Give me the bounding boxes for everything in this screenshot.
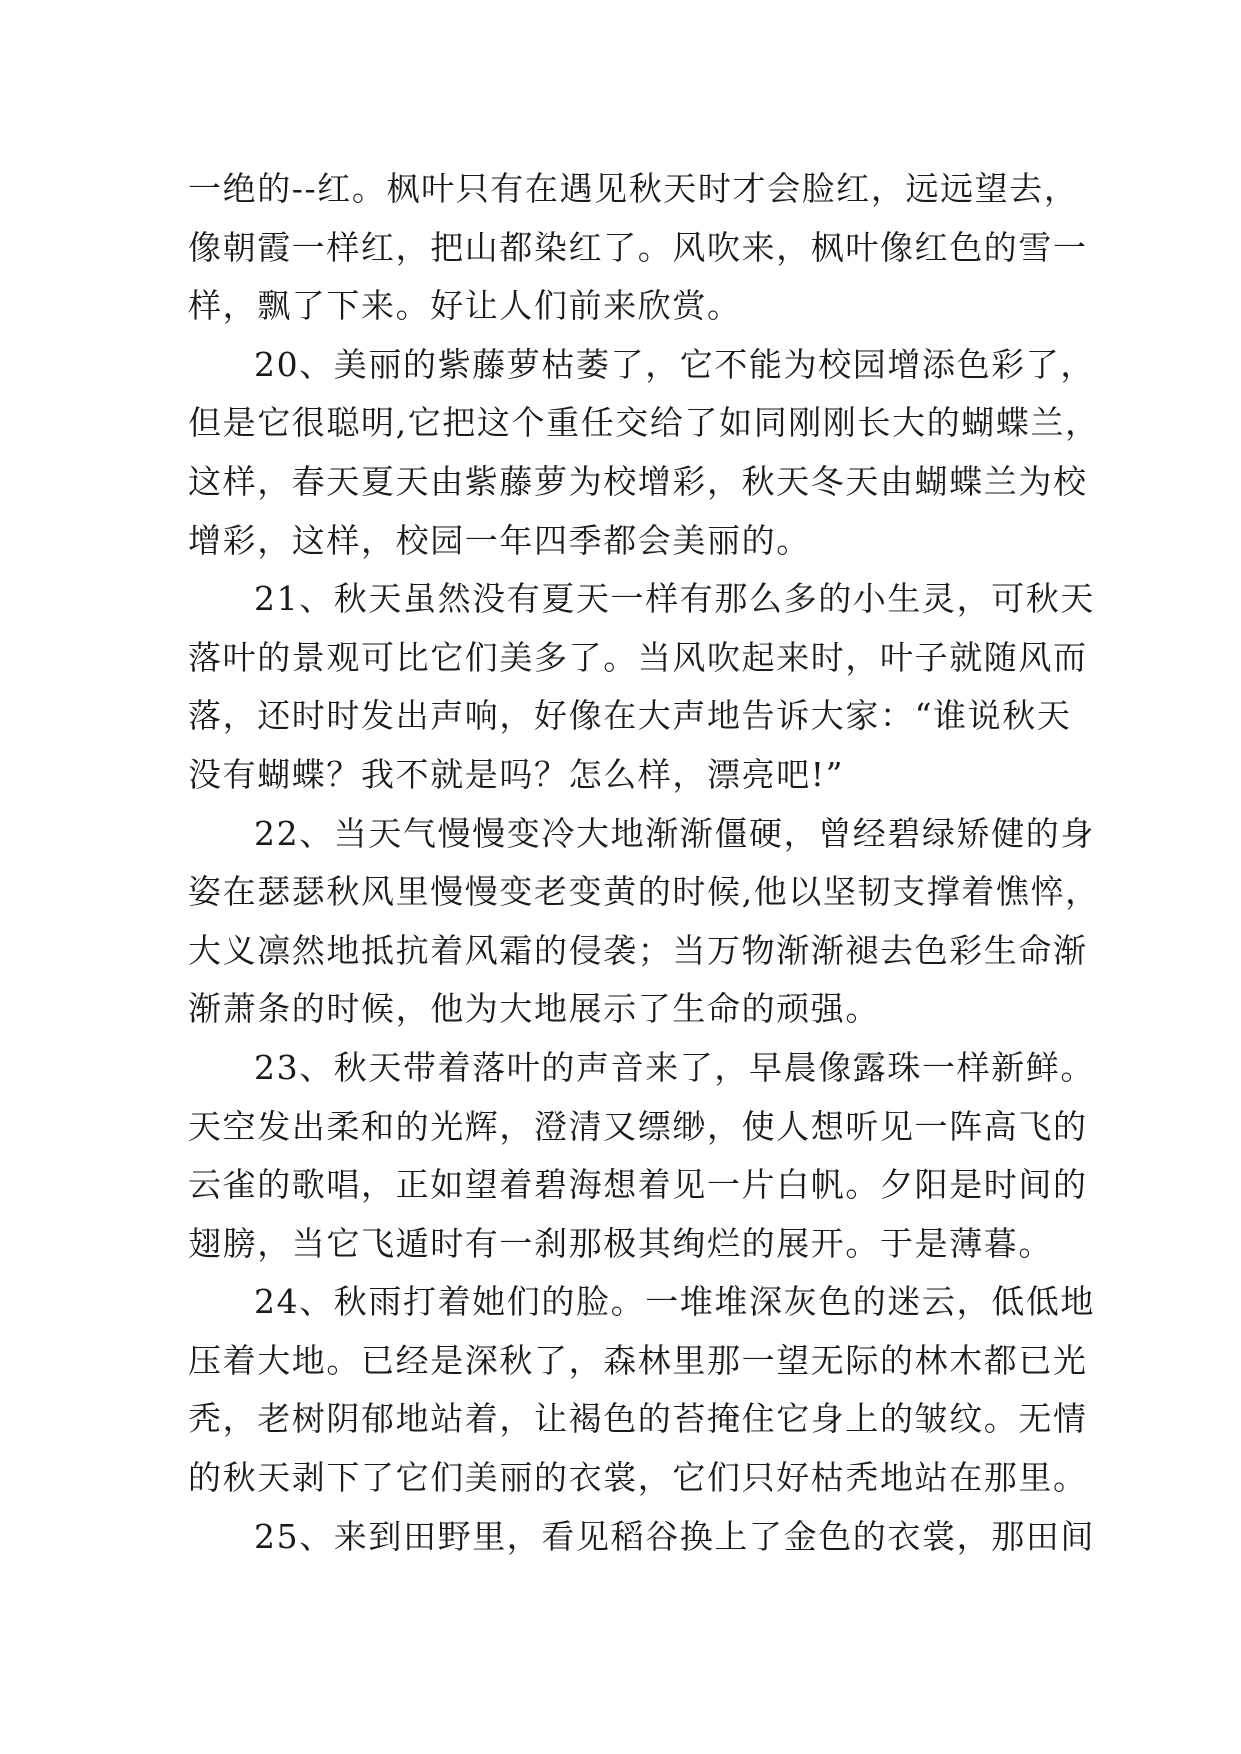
paragraph-22-start: 22、当天气慢慢变冷大地渐渐僵硬，曾经碧绿矫健的身: [254, 813, 1095, 853]
paragraph-21-start: 21、秋天虽然没有夏天一样有那么多的小生灵，可秋天: [254, 579, 1095, 619]
text-line: 增彩，这样，校园一年四季都会美丽的。: [188, 520, 811, 560]
paragraph-20-start: 20、美丽的紫藤萝枯萎了，它不能为校园增添色彩了，: [254, 344, 1095, 384]
text-line: 落，还时时发出声响，好像在大声地告诉大家：“谁说秋天: [188, 696, 1072, 736]
text-line: 秃，老树阴郁地站着，让褐色的苔掩住它身上的皱纹。无情: [188, 1399, 1088, 1439]
text-line: 落叶的景观可比它们美多了。当风吹起来时，叶子就随风而: [188, 637, 1088, 677]
text-line: 翅膀，当它飞遁时有一刹那极其绚烂的展开。于是薄暮。: [188, 1223, 1053, 1263]
text-line: 云雀的歌唱，正如望着碧海想着见一片白帆。夕阳是时间的: [188, 1165, 1088, 1205]
text-line: 的秋天剥下了它们美丽的衣裳，它们只好枯秃地站在那里。: [188, 1458, 1088, 1498]
text-line: 压着大地。已经是深秋了，森林里那一望无际的林木都已光: [188, 1340, 1088, 1380]
document-body: [188, 160, 1100, 1566]
text-line: 大义凛然地抵抗着风霜的侵袭；当万物渐渐褪去色彩生命渐: [188, 930, 1088, 970]
text-line: 一绝的--红。枫叶只有在遇见秋天时才会脸红，远远望去，: [188, 169, 1079, 208]
paragraph-25-start: 25、来到田野里，看见稻谷换上了金色的衣裳，那田间: [254, 1516, 1095, 1556]
text-line: 天空发出柔和的光辉，澄清又缥缈，使人想听见一阵高飞的: [188, 1106, 1088, 1146]
text-line: 没有蝴蝶？我不就是吗？怎么样，漂亮吧!”: [188, 754, 845, 794]
text-line: 但是它很聪明,它把这个重任交给了如同刚刚长大的蝴蝶兰，: [188, 403, 1100, 443]
text-line: 这样，春天夏天由紫藤萝为校增彩，秋天冬天由蝴蝶兰为校: [188, 461, 1088, 501]
text-line: 姿在瑟瑟秋风里慢慢变老变黄的时候,他以坚韧支撑着憔悴，: [188, 872, 1100, 912]
paragraph-24-start: 24、秋雨打着她们的脸。一堆堆深灰色的迷云，低低地: [254, 1282, 1095, 1322]
text-line: 渐萧条的时候，他为大地展示了生命的顽强。: [188, 989, 880, 1029]
paragraph-23-start: 23、秋天带着落叶的声音来了，早晨像露珠一样新鲜。: [254, 1047, 1095, 1087]
text-line: 样，飘了下来。好让人们前来欣赏。: [188, 286, 742, 326]
text-line: 像朝霞一样红，把山都染红了。风吹来，枫叶像红色的雪一: [188, 227, 1088, 267]
